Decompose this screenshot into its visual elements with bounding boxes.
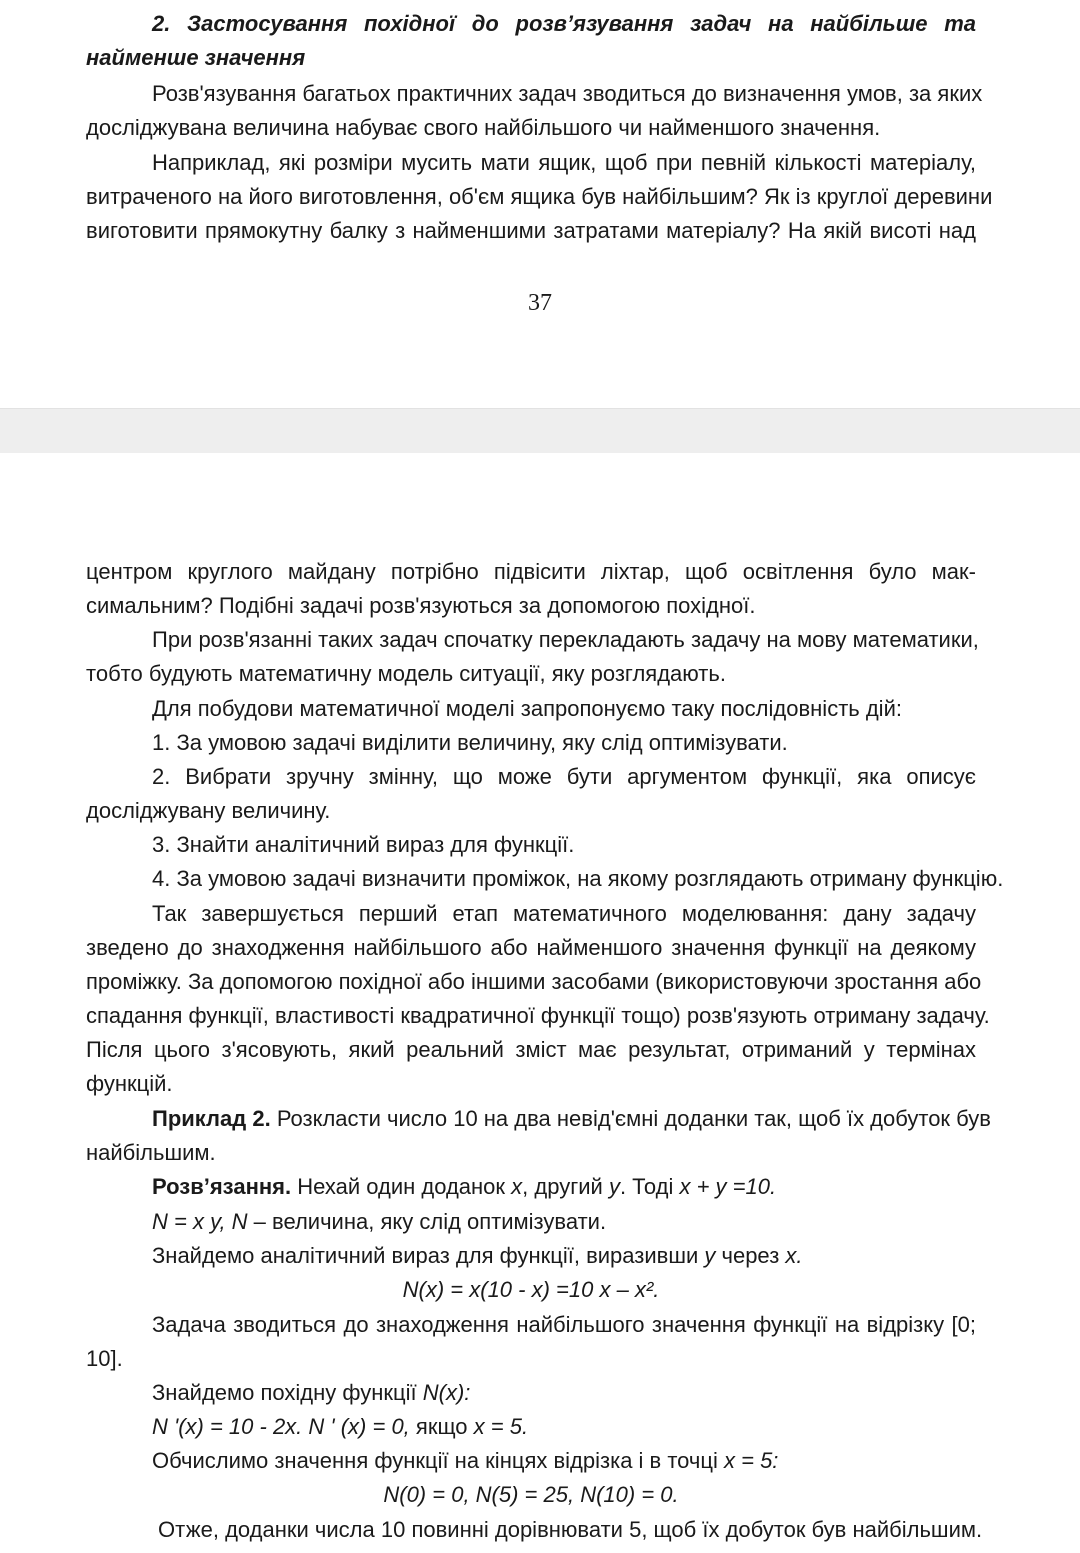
- paragraph-line: досліджувана величина набуває свого найбільшого чи найменшого значення.: [86, 115, 881, 140]
- math-var: x: [511, 1174, 523, 1199]
- solution-line: [152, 1444, 976, 1477]
- paragraph-line: Наприклад, які розміри мусить мати ящик, щоб при певній кількості матеріалу,: [152, 150, 976, 175]
- section-heading-line2: найменше значення: [86, 45, 306, 70]
- paragraph-line: витраченого на його виготовлення, об'єм ящика був найбільшим? Як із круглої деревини: [86, 184, 993, 209]
- solution-line: 10].: [86, 1346, 123, 1371]
- solution-line: Задача зводиться до знаходження найбільшого значення функції на відрізку [0;: [152, 1312, 976, 1337]
- solution-line: [152, 1170, 976, 1203]
- math-expression: x = 5:: [724, 1448, 779, 1473]
- solution-line: [152, 1205, 976, 1238]
- example-text: Розкласти число 10 на два невід'ємні доданки так, щоб їх добуток був: [270, 1106, 991, 1131]
- math-expression: N(x):: [422, 1380, 471, 1405]
- solution-text: через: [715, 1243, 786, 1268]
- math-var: y: [704, 1243, 716, 1268]
- list-item: 3. Знайти аналітичний вираз для функції.: [152, 832, 575, 857]
- formula: N(0) = 0, N(5) = 25, N(10) = 0.: [383, 1482, 679, 1507]
- math-expression: x + y =10.: [679, 1174, 777, 1199]
- paragraph-line: проміжку. За допомогою похідної або іншими засобами (використовуючи зростання або: [86, 969, 982, 994]
- solution-text: . Тоді: [619, 1174, 680, 1199]
- paragraph-line: симальним? Подібні задачі розв'язуються за допомогою похідної.: [86, 593, 756, 618]
- math-expression: x = 5.: [473, 1414, 529, 1439]
- paragraph-line: зведено до знаходження найбільшого або найменшого значення функції на деякому: [86, 935, 976, 960]
- paragraph-line: Після цього з'ясовують, який реальний зміст має результат, отриманий у термінах: [86, 1037, 976, 1062]
- list-item: 4. За умовою задачі визначити проміжок, на якому розглядають отриману функцію.: [152, 866, 1004, 891]
- solution-text: Знайдемо аналітичний вираз для функції, виразивши: [152, 1243, 705, 1268]
- example-line: найбільшим.: [86, 1140, 216, 1165]
- solution-text: Нехай один доданок: [291, 1174, 512, 1199]
- math-var: y: [608, 1174, 620, 1199]
- paragraph-line: спадання функції, властивості квадратичної функції тощо) розв'язують отриману задачу.: [86, 1003, 990, 1028]
- formula: N(x) = x(10 - x) =10 x – x².: [402, 1277, 660, 1302]
- solution-line: [152, 1239, 976, 1272]
- math-var: x.: [785, 1243, 803, 1268]
- paragraph-line: центром круглого майдану потрібно підвісити ліхтар, щоб освітлення було мак-: [86, 559, 976, 584]
- list-item: 2. Вибрати зручну змінну, що може бути аргументом функції, яка описує: [152, 764, 976, 789]
- paragraph-line: функцій.: [86, 1071, 173, 1096]
- page-separator: [0, 408, 1080, 454]
- list-item-continuation: досліджувану величину.: [86, 798, 331, 823]
- solution-text: Знайдемо похідну функції: [152, 1380, 423, 1405]
- math-expression: N '(x) = 10 - 2x. N ' (x) = 0,: [152, 1414, 410, 1439]
- page-38: [0, 453, 1080, 1553]
- solution-text: – величина, яку слід оптимізувати.: [247, 1209, 607, 1234]
- paragraph-line: тобто будують математичну модель ситуації, яку розглядають.: [86, 661, 726, 686]
- page-number: 37: [528, 290, 552, 316]
- math-expression: N = x y, N: [152, 1209, 248, 1234]
- paragraph-line: При розв'язанні таких задач спочатку перекладають задачу на мову математики,: [152, 627, 979, 652]
- page-37: [0, 0, 1080, 408]
- paragraph-line: Розв'язування багатьох практичних задач зводиться до визначення умов, за яких: [152, 81, 983, 106]
- example-label: Приклад 2.: [152, 1106, 271, 1131]
- solution-line: [152, 1410, 976, 1443]
- solution-label: Розв’язання.: [152, 1174, 292, 1199]
- section-heading-line1: 2. Застосування похідної до розв’язування задач на найбільше та: [152, 11, 976, 36]
- solution-text: Обчислимо значення функції на кінцях відрізка і в точці: [152, 1448, 724, 1473]
- conclusion: Отже, доданки числа 10 повинні дорівнювати 5, щоб їх добуток був найбільшим.: [158, 1517, 983, 1542]
- list-item: 1. За умовою задачі виділити величину, яку слід оптимізувати.: [152, 730, 788, 755]
- example-line: [152, 1102, 991, 1135]
- paragraph-line: виготовити прямокутну балку з найменшими затратами матеріалу? На якій висоті над: [86, 218, 976, 243]
- paragraph-line: Так завершується перший етап математичного моделювання: дану задачу: [152, 901, 976, 926]
- paragraph-line: Для побудови математичної моделі запропонуємо таку послідовність дій:: [152, 696, 902, 721]
- solution-text: якщо: [409, 1414, 474, 1439]
- solution-line: [152, 1376, 976, 1409]
- solution-text: , другий: [522, 1174, 609, 1199]
